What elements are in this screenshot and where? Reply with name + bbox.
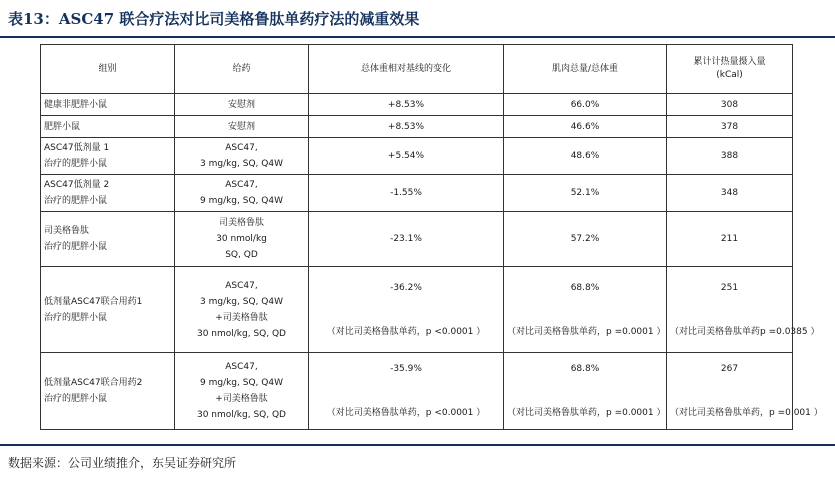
weight-change-cell-value: +8.53% bbox=[387, 99, 425, 110]
muscle-ratio-cell bbox=[504, 267, 667, 353]
dosing-line: 30 nmol/kg, SQ, QD bbox=[196, 328, 286, 339]
table-row bbox=[41, 94, 793, 116]
cell-spacer bbox=[507, 377, 663, 405]
dosing-line: 司美格鲁肽 bbox=[218, 218, 264, 228]
weight-change-cell bbox=[309, 212, 504, 267]
table-row bbox=[41, 267, 793, 353]
weight-change-cell-value: -23.1% bbox=[390, 234, 422, 244]
weight-change-cell-value: +5.54% bbox=[387, 151, 425, 161]
calorie-cell-value: 348 bbox=[720, 188, 739, 198]
muscle-ratio-cell-value: 68.8% bbox=[570, 282, 600, 293]
dosing-cell bbox=[175, 353, 309, 430]
cell-spacer bbox=[670, 296, 789, 324]
calorie-cell bbox=[667, 175, 793, 212]
dosing-line: 30 nmol/kg, SQ, QD bbox=[196, 410, 286, 420]
calorie-cell-value: 267 bbox=[720, 364, 739, 374]
calorie-cell-value: 251 bbox=[720, 282, 739, 293]
muscle-ratio-cell-note: （对比司美格鲁肽单药，p =0.0001 ） bbox=[507, 408, 666, 418]
header-group: 组别 bbox=[41, 45, 175, 94]
muscle-ratio-cell-value: 46.6% bbox=[570, 121, 600, 132]
group-line: 治疗的肥胖小鼠 bbox=[44, 196, 108, 206]
weight-change-cell-note: （对比司美格鲁肽单药，p <0.0001 ） bbox=[326, 326, 486, 337]
calorie-cell bbox=[667, 212, 793, 267]
header-calorie bbox=[667, 45, 793, 94]
group-line: 治疗的肥胖小鼠 bbox=[44, 394, 108, 404]
weight-change-cell-value: -1.55% bbox=[390, 188, 422, 198]
weight-change-cell bbox=[309, 116, 504, 138]
group-line: 治疗的肥胖小鼠 bbox=[44, 242, 108, 252]
table-row bbox=[41, 138, 793, 175]
dosing-cell bbox=[175, 116, 309, 138]
calorie-cell-value: 211 bbox=[720, 234, 739, 244]
weight-change-cell bbox=[309, 94, 504, 116]
cell-spacer bbox=[312, 377, 500, 405]
muscle-ratio-cell-value: 57.2% bbox=[570, 234, 600, 244]
dosing-line: +司美格鲁肽 bbox=[215, 312, 268, 323]
header-calorie-line2: (kCal) bbox=[716, 70, 743, 80]
group-line: 健康非肥胖小鼠 bbox=[44, 99, 108, 110]
group-cell bbox=[41, 267, 175, 353]
weight-change-cell-value: -36.2% bbox=[390, 282, 422, 293]
muscle-ratio-cell bbox=[504, 138, 667, 175]
group-line: 低剂量ASC47联合用药2 bbox=[44, 378, 143, 388]
dosing-line: 9 mg/kg, SQ, Q4W bbox=[200, 196, 283, 206]
dosing-cell bbox=[175, 138, 309, 175]
group-line: 肥胖小鼠 bbox=[44, 121, 81, 132]
header-dosing: 给药 bbox=[175, 45, 309, 94]
group-line: ASC47低剂量 2 bbox=[44, 180, 110, 190]
dosing-line: ASC47, bbox=[225, 143, 258, 153]
table-title: 表13：ASC47 联合疗法对比司美格鲁肽单药疗法的减重效果 bbox=[8, 10, 420, 28]
weight-change-cell-value: -35.9% bbox=[390, 364, 422, 374]
calorie-cell bbox=[667, 267, 820, 353]
table-row bbox=[41, 353, 793, 430]
table-body bbox=[41, 94, 823, 430]
muscle-ratio-cell bbox=[504, 116, 667, 138]
dosing-line: 安慰剂 bbox=[227, 99, 255, 110]
weight-change-cell-value: +8.53% bbox=[387, 121, 425, 132]
group-line: 治疗的肥胖小鼠 bbox=[44, 159, 108, 169]
muscle-ratio-cell bbox=[504, 94, 667, 116]
muscle-ratio-cell bbox=[504, 353, 667, 430]
weight-change-cell bbox=[309, 267, 504, 353]
weight-change-cell-note: （对比司美格鲁肽单药，p <0.0001 ） bbox=[326, 408, 486, 418]
group-cell bbox=[41, 94, 175, 116]
dosing-cell bbox=[175, 94, 309, 116]
dosing-line: 9 mg/kg, SQ, Q4W bbox=[200, 378, 283, 388]
calorie-cell bbox=[667, 116, 793, 138]
dosing-line: 3 mg/kg, SQ, Q4W bbox=[200, 159, 283, 169]
cell-spacer bbox=[670, 377, 789, 405]
table-row bbox=[41, 116, 793, 138]
group-line: ASC47低剂量 1 bbox=[44, 143, 110, 153]
table-row bbox=[41, 212, 793, 267]
muscle-ratio-cell-value: 68.8% bbox=[570, 364, 600, 374]
group-line: 治疗的肥胖小鼠 bbox=[44, 312, 108, 323]
calorie-cell bbox=[667, 138, 793, 175]
calorie-cell-value: 378 bbox=[720, 121, 739, 132]
group-cell bbox=[41, 175, 175, 212]
header-muscle-ratio: 肌肉总量/总体重 bbox=[504, 45, 667, 94]
calorie-cell bbox=[667, 94, 793, 116]
muscle-ratio-cell-value: 48.6% bbox=[570, 151, 600, 161]
calorie-cell bbox=[667, 353, 823, 430]
weight-change-cell bbox=[309, 138, 504, 175]
dosing-line: 3 mg/kg, SQ, Q4W bbox=[200, 296, 283, 307]
dosing-line: +司美格鲁肽 bbox=[215, 394, 268, 404]
dosing-line: ASC47, bbox=[225, 280, 258, 291]
group-cell bbox=[41, 138, 175, 175]
group-cell bbox=[41, 212, 175, 267]
cell-spacer bbox=[507, 296, 663, 324]
weight-loss-table bbox=[40, 44, 823, 430]
dosing-cell bbox=[175, 267, 309, 353]
muscle-ratio-cell bbox=[504, 175, 667, 212]
header-weight-change: 总体重相对基线的变化 bbox=[309, 45, 504, 94]
weight-change-cell bbox=[309, 175, 504, 212]
calorie-cell-note: （对比司美格鲁肽单药，p =0.001 ） bbox=[670, 408, 823, 418]
source-note: 数据来源：公司业绩推介，东吴证券研究所 bbox=[8, 456, 237, 470]
header-calorie-line1: 累计计热量摄入量 bbox=[693, 57, 766, 67]
table-row bbox=[41, 175, 793, 212]
top-rule bbox=[0, 36, 835, 38]
dosing-line: ASC47, bbox=[225, 362, 258, 372]
group-line: 司美格鲁肽 bbox=[44, 226, 90, 236]
dosing-line: 安慰剂 bbox=[227, 121, 255, 132]
dosing-line: ASC47, bbox=[225, 180, 258, 190]
cell-spacer bbox=[312, 296, 500, 324]
group-line: 低剂量ASC47联合用药1 bbox=[44, 296, 143, 307]
dosing-line: SQ, QD bbox=[225, 250, 258, 260]
muscle-ratio-cell-value: 66.0% bbox=[570, 99, 600, 110]
weight-change-cell bbox=[309, 353, 504, 430]
muscle-ratio-cell-value: 52.1% bbox=[570, 188, 600, 198]
group-cell bbox=[41, 353, 175, 430]
calorie-cell-note: （对比司美格鲁肽单药p =0.0385 ） bbox=[670, 326, 820, 337]
muscle-ratio-cell bbox=[504, 212, 667, 267]
calorie-cell-value: 388 bbox=[720, 151, 739, 161]
dosing-cell bbox=[175, 212, 309, 267]
bottom-rule bbox=[0, 444, 835, 446]
muscle-ratio-cell-note: （对比司美格鲁肽单药，p =0.0001 ） bbox=[507, 326, 666, 337]
dosing-line: 30 nmol/kg bbox=[216, 234, 267, 244]
header-row bbox=[41, 45, 793, 94]
group-cell bbox=[41, 116, 175, 138]
calorie-cell-value: 308 bbox=[720, 99, 739, 110]
dosing-cell bbox=[175, 175, 309, 212]
